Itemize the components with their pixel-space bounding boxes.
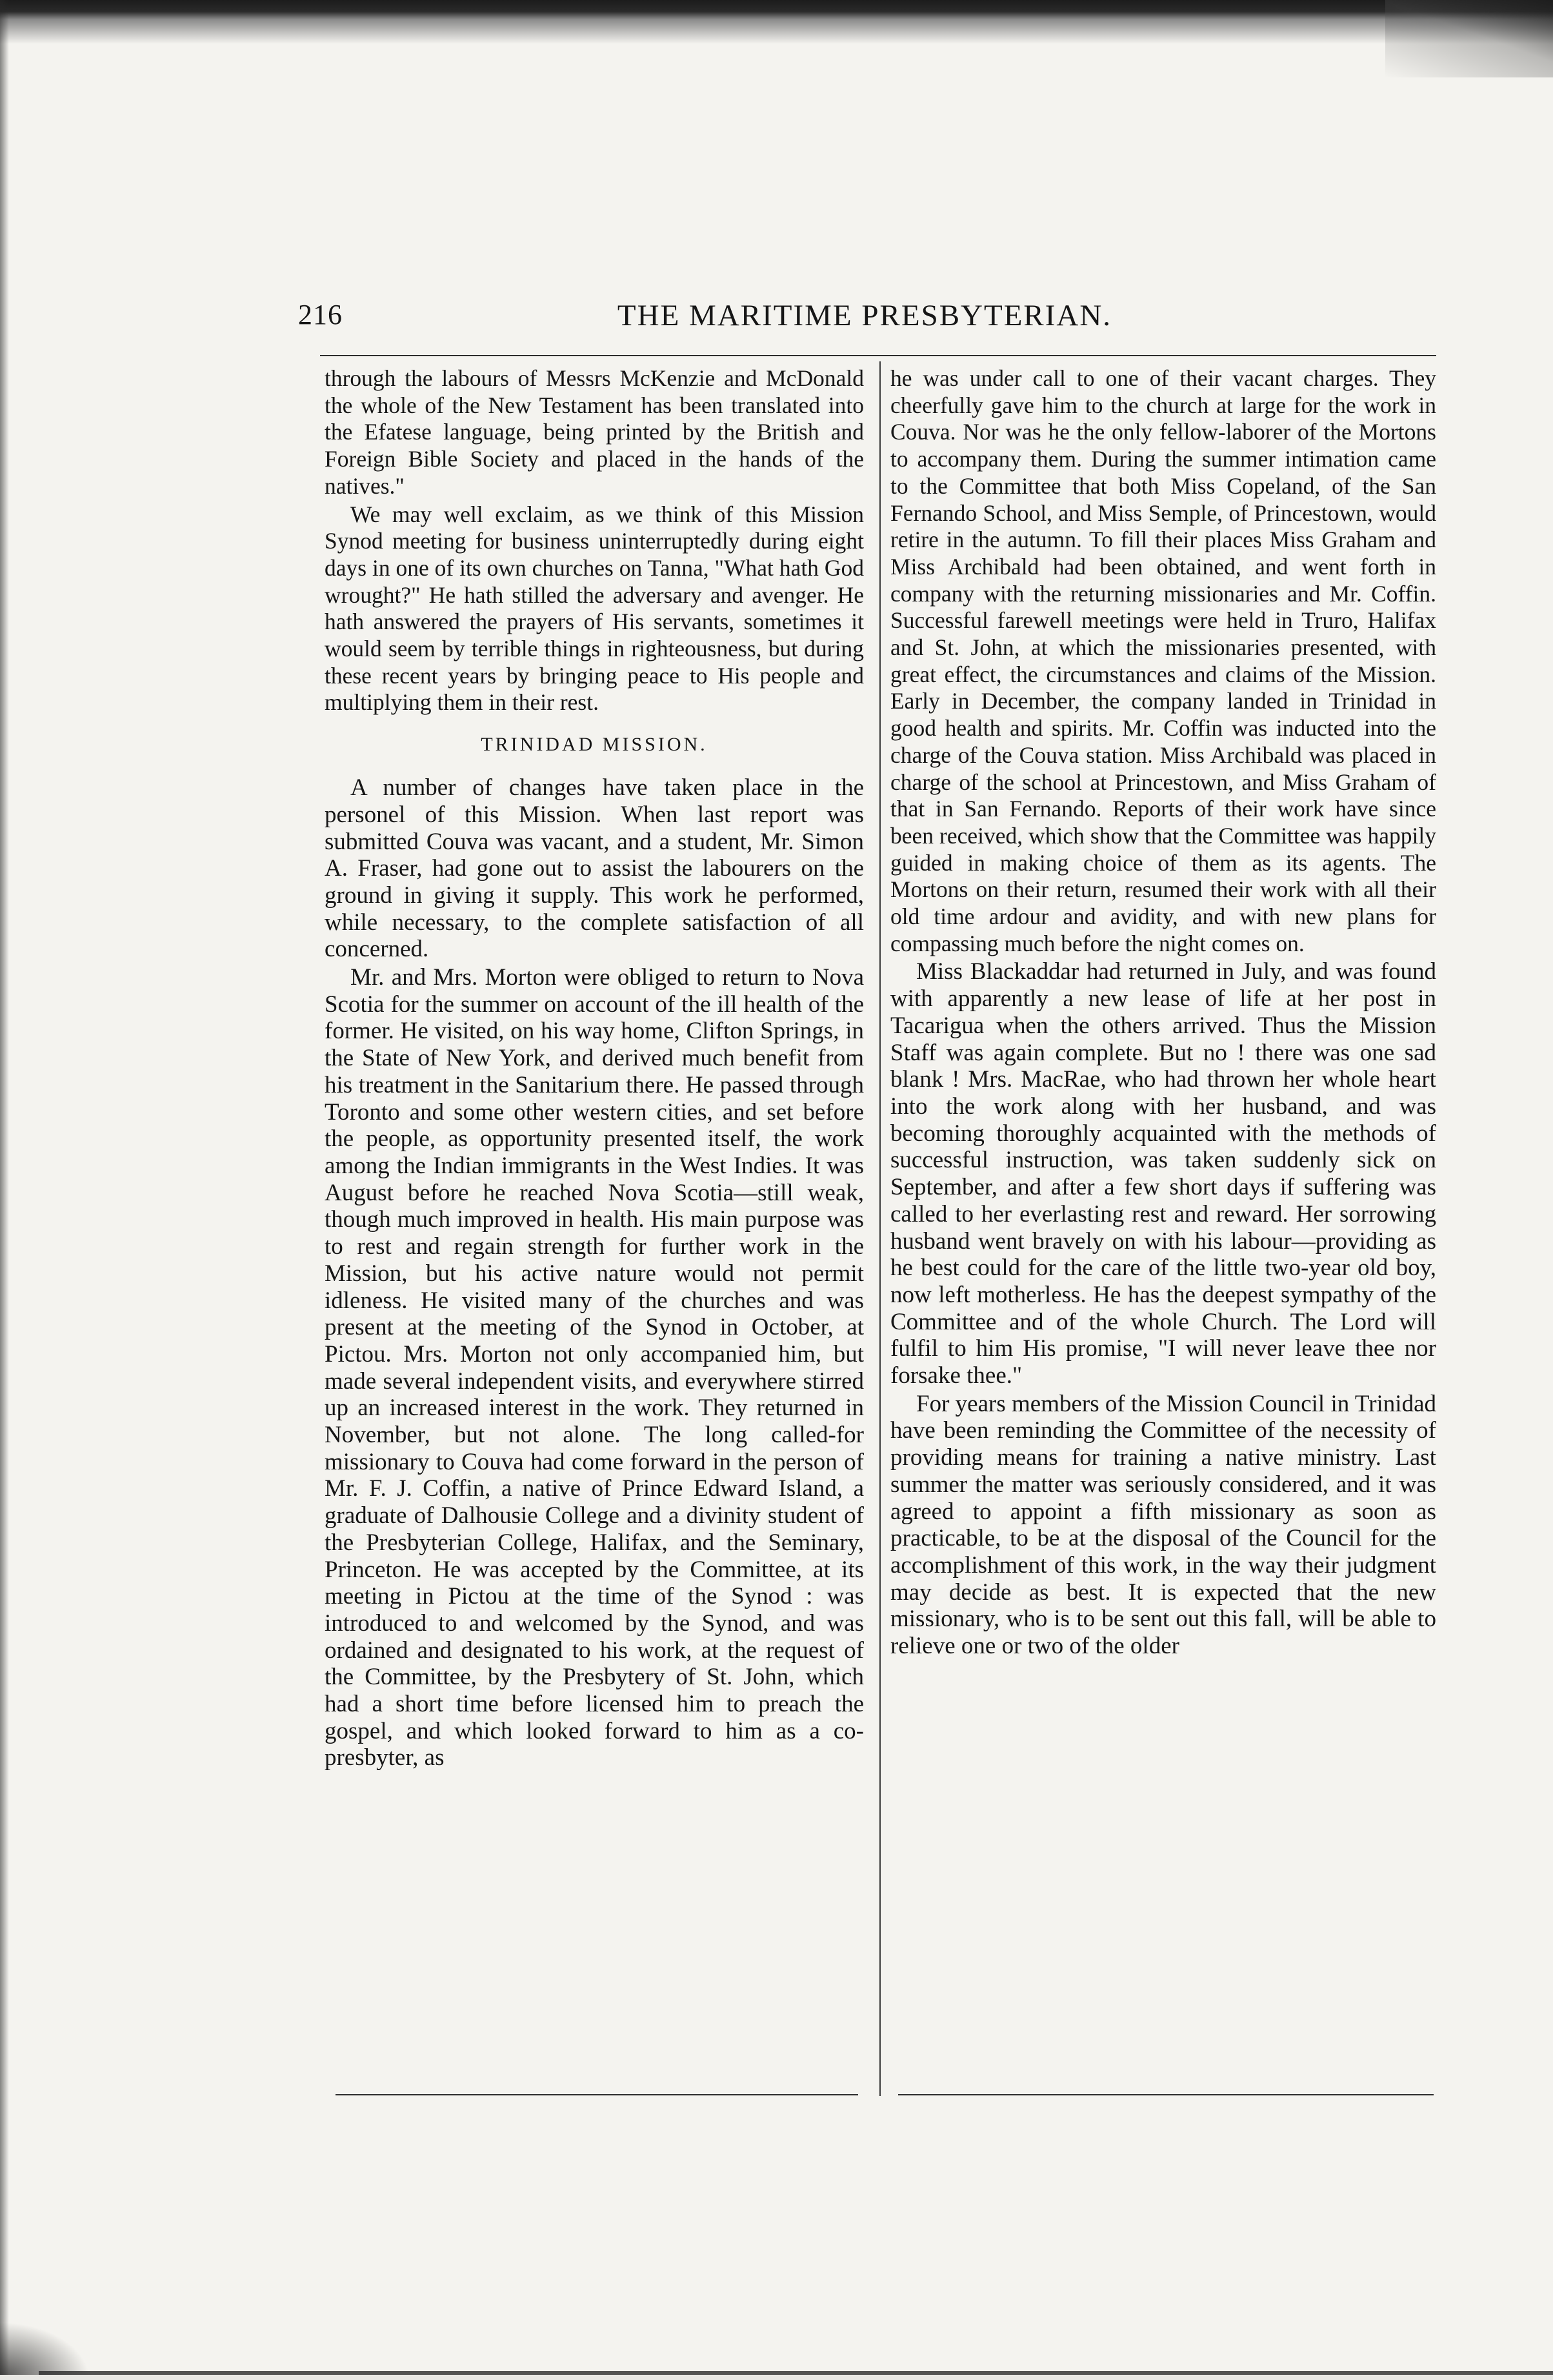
scan-left-edge bbox=[0, 0, 9, 2380]
scan-corner-shadow bbox=[1385, 0, 1553, 77]
footer-rule-left bbox=[336, 2094, 858, 2095]
footer-rule-right bbox=[898, 2094, 1434, 2095]
paragraph: A number of changes have taken place in the personel of this Mission. When last report was submitted Couva was vacant, and a student, Mr. Simon A. Fraser, had gone out to assist the labourers on the ground in giving it supply. This work he performed, while necessary, to the complete satisfaction of all concerned. bbox=[325, 774, 864, 963]
right-column bbox=[890, 365, 1436, 1660]
paragraph: through the labours of Messrs McKenzie and McDonald the whole of the New Testament has been translated into the Efatese language, being printed by the British and Foreign Bible Society and placed in the hands of the natives." bbox=[325, 365, 864, 499]
page-header bbox=[298, 298, 1431, 337]
left-column bbox=[325, 365, 864, 1771]
paragraph: Miss Blackaddar had returned in July, and was found with apparently a new lease of life at her post in Tacarigua when the others arrived. Thus the Mission Staff was again complete. But no ! there was one sad blank ! Mrs. MacRae, who had thrown her whole heart into the work along with her husband, and was becoming thoroughly acquainted with the methods of successful instruction, was taken suddenly sick on September, and after a few short days if suffering was called to her everlasting rest and reward. Her sorrowing husband went bravely on with his labour—providing as he best could for the care of the little two-year old boy, now left motherless. He has the deepest sympathy of the Committee and of the whole Church. The Lord will fulfil to him His promise, "I will never leave thee nor forsake thee." bbox=[890, 958, 1436, 1389]
paragraph: he was under call to one of their vacant charges. They cheerfully gave him to the church at large for the work in Couva. Nor was he the only fellow-laborer of the Mortons to accompany them. During the summer intimation came to the Committee that both Miss Copeland, of the San Fernando School, and Miss Semple, of Princestown, would retire in the autumn. To fill their places Miss Graham and Miss Archibald had been obtained, and went forth in company with the returning missionaries and Mr. Coffin. Successful farewell meetings were held in Truro, Halifax and St. John, at which the missionaries presented, with great effect, the circumstances and claims of the Mission. Early in December, the company landed in Trinidad in good health and spirits. Mr. Coffin was inducted into the charge of the Couva station. Miss Archibald was placed in charge of the school at Princestown, and Miss Graham of that in San Fernando. Reports of their work have since been received, which show that the Committee was happily guided in making choice of them as its agents. The Mortons on their return, resumed their work with all their old time ardour and avidity, and with new plans for compassing much before the night comes on. bbox=[890, 365, 1436, 956]
scan-bottom-edge bbox=[0, 2375, 1553, 2380]
scan-top-edge bbox=[0, 0, 1553, 45]
section-heading: TRINIDAD MISSION. bbox=[481, 734, 708, 756]
page-number: 216 bbox=[298, 299, 343, 330]
paragraph: Mr. and Mrs. Morton were obliged to return to Nova Scotia for the summer on account of the ill health of the former. He visited, on his way home, Clifton Springs, in the State of New York, and derived much benefit from his treatment in the Sanitarium there. He passed through Toronto and some other western cities, and set before the people, as opportunity presented itself, the work among the Indian immigrants in the West Indies. It was August before he reached Nova Scotia—still weak, though much improved in health. His main purpose was to rest and regain strength for further work in the Mission, but his active nature would not permit idleness. He visited many of the churches and was present at the meeting of the Synod in October, at Pictou. Mrs. Morton not only accompanied him, but made several independent visits, and everywhere stirred up an increased interest in the work. They returned in November, but not alone. The long called-for missionary to Couva had come forward in the person of Mr. F. J. Coffin, a native of Prince Edward Island, a graduate of Dalhousie College and a divinity student of the Presbyterian College, Halifax, and the Seminary, Princeton. He was accepted by the Committee, at its meeting in Pictou at the time of the Synod : was introduced to and welcomed by the Synod, and was ordained and designated to his work, at the request of the Committee, by the Presbytery of St. John, which had a short time before licensed him to preach the gospel, and which looked forward to him as a co-presbyter, as bbox=[325, 964, 864, 1771]
journal-title: THE MARITIME PRESBYTERIAN. bbox=[617, 299, 1112, 332]
column-divider bbox=[879, 361, 881, 2096]
paragraph: We may well exclaim, as we think of this Mission Synod meeting for business uninterruptedly during eight days in one of its own churches on Tanna, "What hath God wrought?" He hath stilled the adversary and avenger. He hath answered the prayers of His servants, sometimes it would seem by terrible things in righteousness, but during these recent years by bringing peace to His people and multiplying them in their rest. bbox=[325, 501, 864, 716]
header-rule bbox=[320, 355, 1436, 356]
paragraph: For years members of the Mission Council in Trinidad have been reminding the Committee of the necessity of providing means for training a native ministry. Last summer the matter was seriously considered, and it was agreed to appoint a fifth missionary as soon as practicable, to be at the disposal of the Council for the accomplishment of this work, in the way their judgment may decide as best. It is expected that the new missionary, who is to be sent out this fall, will be able to relieve one or two of the older bbox=[890, 1390, 1436, 1660]
